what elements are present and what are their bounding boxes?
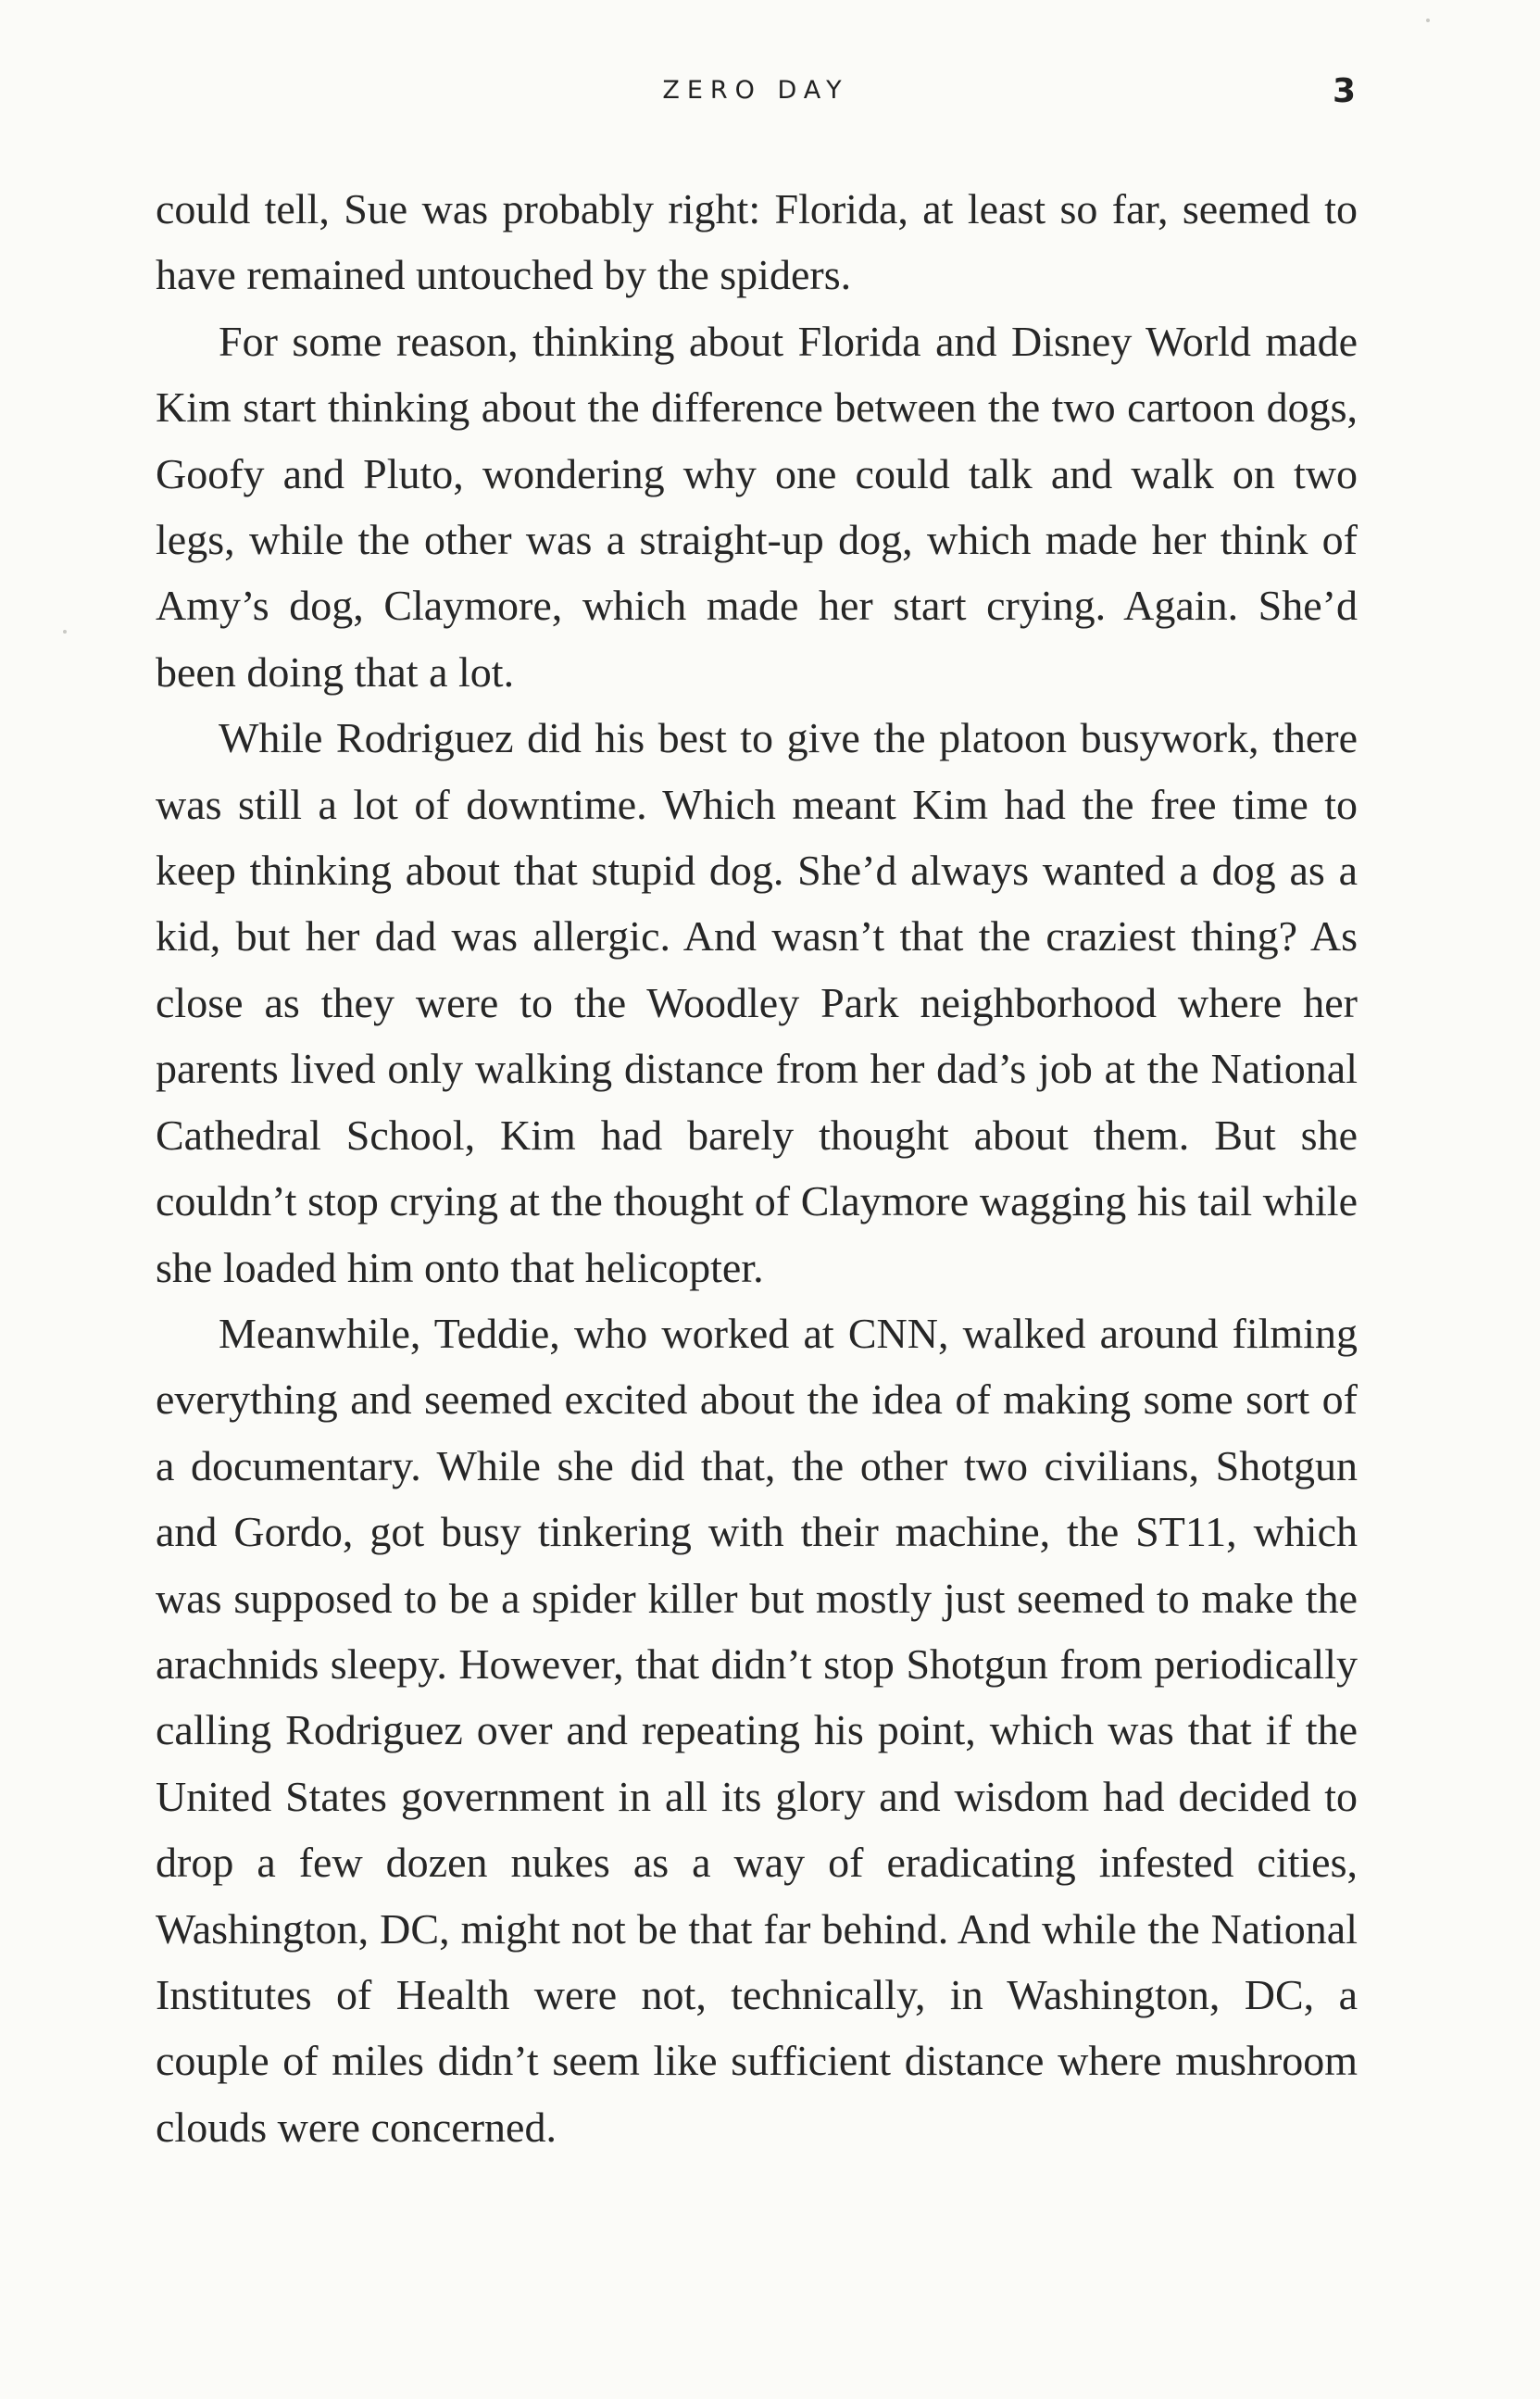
page-number: 3 xyxy=(1332,72,1356,110)
scan-speck xyxy=(63,630,67,634)
paragraph: Meanwhile, Teddie, who worked at CNN, walked around filming everything and seemed excited about the idea of making some sort of a documentary. While she did that, the other two civilians, Shotgun and Gordo, got busy tinkering with their machine, the ST11, which was supposed to be a spider killer but mostly just seemed to make the arachnids sleepy. However, that didn’t stop Shotgun from periodically calling Rodriguez over and repeating his point, which was that if the United States government in all its glory and wisdom had decided to drop a few dozen nukes as a way of eradicating infested cities, Washington, DC, might not be that far behind. And while the National Institutes of Health were not, technically, in Washington, DC, a couple of miles didn’t seem like sufficient distance where mushroom clouds were concerned. xyxy=(156,1309,1358,2151)
paragraph: For some reason, thinking about Florida and Disney World made Kim start thinking about the difference between the two cartoon dogs, Goofy and Pluto, wondering why one could talk and walk on two legs, while the other was a straight-up dog, which made her think of Amy’s dog, Claymore, which made her start crying. Again. She’d been doing that a lot. xyxy=(156,317,1358,696)
scan-speck xyxy=(1426,19,1430,22)
running-title: ZERO DAY xyxy=(662,76,849,105)
paragraph: While Rodriguez did his best to give the platoon busywork, there was still a lot of downtime. Which meant Kim had the free time to keep thinking about that stupid dog. She’d always wanted a dog as a kid, but her dad was allergic. And wasn’t that the craziest thing? As close as they were to the Woodley Park neighborhood where her parents lived only walking distance from her dad’s job at the National Cathedral School, Kim had barely thought about them. But she couldn’t stop crying at the thought of Claymore wagging his tail while she loaded him onto that helicopter. xyxy=(156,714,1358,1291)
body-text xyxy=(156,176,1358,2160)
running-head xyxy=(0,72,1540,113)
paragraph-continued: could tell, Sue was probably right: Florida, at least so far, seemed to have remained untouched by the spiders. xyxy=(156,185,1358,299)
